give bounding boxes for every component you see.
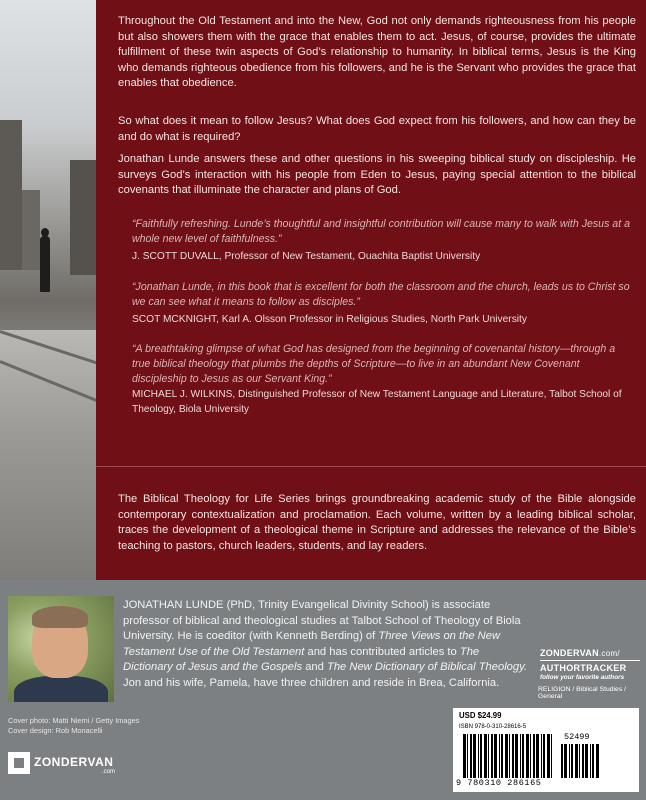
barcode-stripe — [512, 734, 514, 778]
endorsement-quote-1: “Faithfully refreshing. Lunde’s thoughtful and insightful contribution will cause many to walk with Jesus at a whole new level of faithfulness.” — [132, 218, 630, 245]
barcode-stripe — [547, 734, 550, 778]
barcode-stripe — [499, 734, 500, 778]
zondervan-logo — [8, 750, 138, 778]
barcode-stripe — [569, 744, 570, 778]
barcode-stripe — [501, 734, 503, 778]
barcode-stripe — [533, 734, 535, 778]
endorsement-attribution-1: J. SCOTT DUVALL, Professor of New Testament, Ouachita Baptist University — [132, 251, 481, 262]
barcode-stripe — [515, 734, 518, 778]
barcode-stripe — [488, 734, 489, 778]
panel-divider — [96, 466, 646, 467]
barcode-stripe — [478, 734, 479, 778]
barcode-stripe — [463, 734, 466, 778]
authortracker-logo — [540, 648, 640, 681]
endorsement-quote-3: “A breathtaking glimpse of what God has designed from the beginning of covenantal history—through a true biblical theology that plumbs the depths of Scripture—to live in an abundant New Covenant discipleship to Jesus as our Servant King.” — [132, 343, 616, 385]
barcode-addon-bars — [561, 744, 601, 778]
bio-book-title: The New Dictionary of Biblical Theology. — [326, 661, 527, 674]
isbn-label: ISBN 978-0-310-28616-5 — [459, 724, 527, 730]
barcode-bars — [463, 734, 555, 778]
barcode-stripe — [571, 744, 573, 778]
barcode-stripe — [536, 734, 539, 778]
building-shape — [70, 160, 96, 275]
barcode-digits: 9 780310 286165 — [456, 778, 542, 788]
author-shirt — [14, 676, 108, 702]
cover-credits — [8, 716, 139, 735]
barcode-stripe — [526, 734, 529, 778]
barcode-stripe — [505, 734, 508, 778]
zondervan-wordmark: ZONDERVAN — [34, 755, 114, 769]
authortracker-wordmark: AUTHORTRACKER — [540, 660, 640, 673]
barcode-stripe — [564, 744, 567, 778]
barcode-stripe — [551, 734, 552, 778]
bio-text: JONATHAN LUNDE (PhD, Trinity Evangelical Divinity School) is associate professor of biblical and theological studies at Talbot School of Theology of Biola University. He is coeditor (with Kenneth Berding) of — [123, 599, 521, 643]
walking-person — [40, 236, 50, 292]
bio-book-title: Three Views on the New Testament Use of the Old Testament — [123, 630, 501, 658]
authortracker-site-name: ZONDERVAN — [540, 648, 599, 658]
price-label: USD $24.99 — [459, 711, 502, 720]
description-paragraph-3: Jonathan Lunde answers these and other questions in his sweeping biblical study on discipleship. He surveys God’s interaction with his people from Eden to Jesus, paying special attention to the biblical covenants that illuminate the character and plans of God. — [118, 153, 636, 196]
barcode-stripe — [480, 734, 482, 778]
barcode-stripe — [494, 734, 497, 778]
endorsement-attribution-2: SCOT MCKNIGHT, Karl A. Olsson Professor in Religious Studies, North Park University — [132, 314, 527, 325]
building-shape — [0, 120, 22, 270]
barcode-stripe — [582, 744, 584, 778]
barcode-stripe — [541, 734, 542, 778]
endorsement-attribution-3: MICHAEL J. WILKINS, Distinguished Professor of New Testament Language and Literature, Talbot School of Theology, Biola University — [132, 389, 622, 415]
zondervan-mark-icon — [8, 752, 30, 774]
series-description: The Biblical Theology for Life Series brings groundbreaking academic study of the Bible alongside contemporary contextualization and proclamation. Each volume, written by a leading biblical scholar, traces the development of a theological theme in Scripture and addresses the relevance of the Bible’s teaching to pastors, church leaders, students, and lay readers. — [118, 493, 636, 552]
barcode-addon-digits: 52499 — [564, 732, 590, 742]
endorsement-quote-2: “Jonathan Lunde, in this book that is excellent for both the classroom and the church, leads us to Christ so we can see what it means to follow as disciples.” — [132, 281, 630, 308]
authortracker-tagline: follow your favorite authors — [540, 674, 625, 681]
barcode-stripe — [467, 734, 468, 778]
zondervan-wordmark-suffix: .com — [102, 769, 116, 775]
barcode-stripe — [585, 744, 588, 778]
description-paragraph-2: So what does it mean to follow Jesus? What does God expect from his followers, and how can they be and do what is required? — [118, 115, 636, 143]
isbn-barcode-box — [453, 708, 639, 792]
authortracker-site-suffix: .com/ — [598, 649, 620, 658]
barcode-stripe — [596, 744, 599, 778]
barcode-stripe — [522, 734, 524, 778]
design-credit: Cover design: Rob Monacelli — [8, 725, 103, 735]
barcode-stripe — [579, 744, 580, 778]
authortracker-site — [540, 648, 640, 658]
barcode-stripe — [473, 734, 476, 778]
bio-text: and — [302, 661, 327, 674]
barcode-stripe — [491, 734, 493, 778]
barcode-stripe — [530, 734, 531, 778]
bisac-category: RELIGION / Biblical Studies / General — [538, 686, 627, 700]
barcode-stripe — [520, 734, 521, 778]
author-photo — [8, 596, 114, 702]
photo-credit: Cover photo: Matti Niemi / Getty Images — [8, 716, 140, 725]
building-shape — [22, 190, 40, 270]
author-hair — [32, 606, 88, 628]
barcode-stripe — [543, 734, 545, 778]
barcode-stripe — [484, 734, 487, 778]
cover-street-photo — [0, 0, 96, 580]
bio-text: Jon and his wife, Pamela, have three children and reside in Brea, California. — [123, 676, 500, 689]
author-bio — [123, 598, 531, 692]
barcode-stripe — [592, 744, 594, 778]
barcode-stripe — [575, 744, 578, 778]
description-paragraph-1: Throughout the Old Testament and into the New, God not only demands righteousness from his people but also showers them with the grace that enables them to act. Jesus, of course, provides the ultimate fulfillment of these twin aspects of God’s relationship to humanity. In biblical terms, Jesus is the King who demands righteous obedience from his followers, and he is the Servant who provides the grace that enables that obedience. — [118, 15, 636, 89]
bio-book-title: The Dictionary of Jesus and the Gospels — [123, 645, 480, 674]
bio-text: and has contributed articles to — [304, 645, 460, 658]
barcode-stripe — [561, 744, 563, 778]
barcode-stripe — [509, 734, 510, 778]
barcode-stripe — [590, 744, 591, 778]
barcode-stripe — [470, 734, 472, 778]
